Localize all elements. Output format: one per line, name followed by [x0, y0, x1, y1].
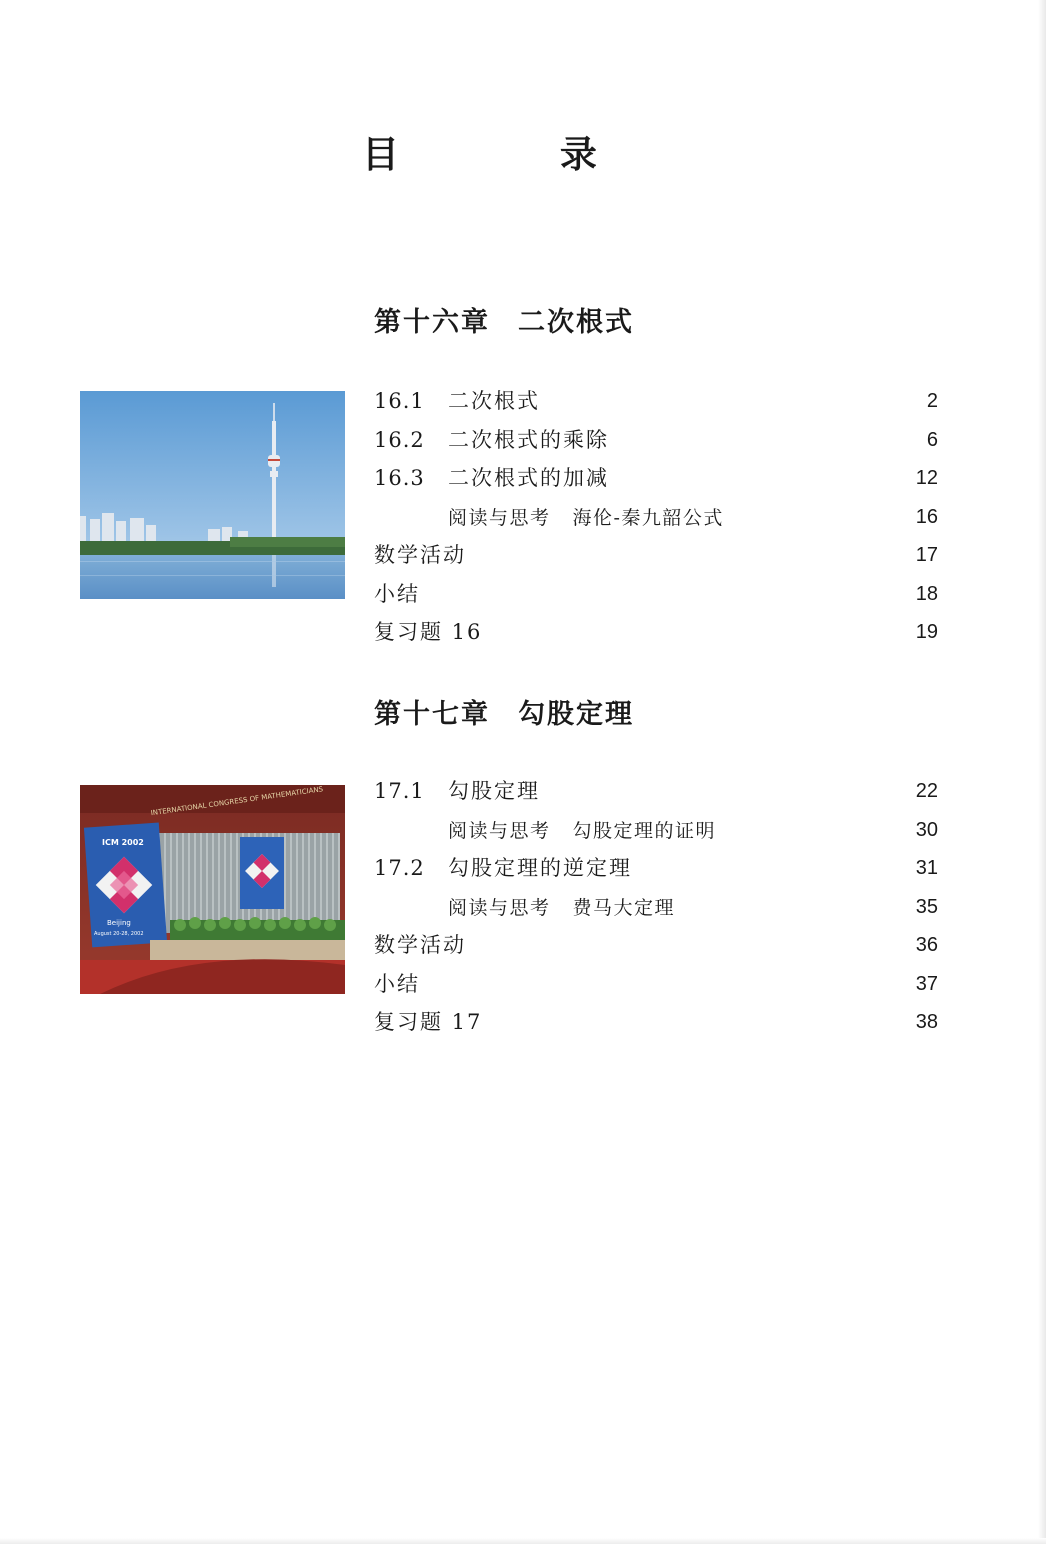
page-number: 12 — [915, 467, 938, 489]
toc-entry-16-1[interactable] — [374, 382, 938, 421]
page-number: 16 — [915, 505, 938, 528]
entry-title: 二次根式的加减 — [448, 466, 609, 490]
toc-entry-16-3[interactable] — [374, 459, 938, 498]
reading-tag: 阅读与思考 — [448, 506, 551, 529]
entry-title: 复习题 16 — [374, 620, 483, 644]
chapter-16-entries — [374, 382, 938, 652]
page-number: 19 — [915, 621, 938, 643]
page-number: 6 — [926, 428, 938, 451]
entry-title: 勾股定理 — [448, 779, 540, 803]
page-edge-shadow — [1038, 0, 1046, 1544]
reading-tag: 阅读与思考 — [448, 819, 551, 842]
entry-title: 二次根式 — [448, 389, 540, 413]
entry-title: 小结 — [374, 971, 420, 996]
entry-title: 小结 — [374, 581, 420, 606]
entry-title: 费马大定理 — [572, 896, 676, 919]
chapter-heading-17 — [374, 692, 634, 731]
section-number: 16.1 — [374, 389, 425, 413]
page-number: 30 — [915, 818, 938, 841]
section-number: 16.2 — [374, 427, 425, 452]
chapter-17-entries — [374, 772, 938, 1042]
toc-entry-review-17[interactable] — [374, 1003, 938, 1042]
page-number: 2 — [926, 390, 938, 412]
page-number: 36 — [915, 934, 938, 956]
toc-entry-17-2[interactable] — [374, 849, 938, 888]
page-number: 31 — [915, 857, 938, 879]
page-number: 22 — [915, 780, 938, 802]
entry-title: 勾股定理的逆定理 — [448, 856, 632, 880]
entry-title: 数学活动 — [374, 543, 466, 567]
toc-entry-17-1[interactable] — [374, 772, 938, 811]
toc-entry-review-16[interactable] — [374, 613, 938, 652]
toc-entry-summary-16[interactable] — [374, 575, 938, 614]
toc-entry-16-2[interactable] — [374, 421, 938, 460]
board-title: ICM 2002 — [102, 838, 144, 847]
chapter-17-photo-icm-2002 — [80, 785, 345, 994]
page-number: 18 — [915, 582, 938, 605]
reading-tag: 阅读与思考 — [448, 896, 551, 919]
chapter-number: 第十六章 — [374, 307, 490, 338]
page-edge-shadow-bottom — [0, 1538, 1046, 1544]
chapter-name: 勾股定理 — [518, 699, 634, 730]
page-number: 35 — [915, 895, 938, 918]
toc-entry-math-activity-16[interactable] — [374, 536, 938, 575]
page-number: 38 — [915, 1011, 938, 1033]
entry-title: 二次根式的乘除 — [448, 427, 609, 452]
page-number: 17 — [915, 544, 938, 566]
section-number: 17.2 — [374, 856, 425, 880]
chapter-heading-16 — [374, 300, 634, 339]
entry-title: 勾股定理的证明 — [572, 819, 717, 842]
toc-entry-reading-fermat[interactable] — [374, 888, 938, 927]
board-date: August 20-28, 2002 — [94, 931, 144, 937]
toc-entry-math-activity-17[interactable] — [374, 926, 938, 965]
entry-title: 数学活动 — [374, 933, 466, 957]
chapter-name: 二次根式 — [518, 307, 634, 338]
chapter-16-photo-tv-tower — [80, 391, 345, 599]
toc-entry-summary-17[interactable] — [374, 965, 938, 1004]
page-number: 37 — [915, 972, 938, 995]
board-city: Beijing — [107, 919, 131, 927]
section-number: 17.1 — [374, 779, 425, 803]
entry-title: 海伦-秦九韶公式 — [572, 506, 724, 529]
toc-entry-reading-proof[interactable] — [374, 811, 938, 850]
section-number: 16.3 — [374, 466, 425, 490]
entry-title: 复习题 17 — [374, 1010, 483, 1034]
page-title: 目 录 — [362, 132, 671, 176]
hall-banner-text: INTERNATIONAL CONGRESS OF MATHEMATICIANS — [150, 785, 324, 818]
toc-entry-reading-heron[interactable] — [374, 498, 938, 537]
chapter-number: 第十七章 — [374, 699, 490, 730]
